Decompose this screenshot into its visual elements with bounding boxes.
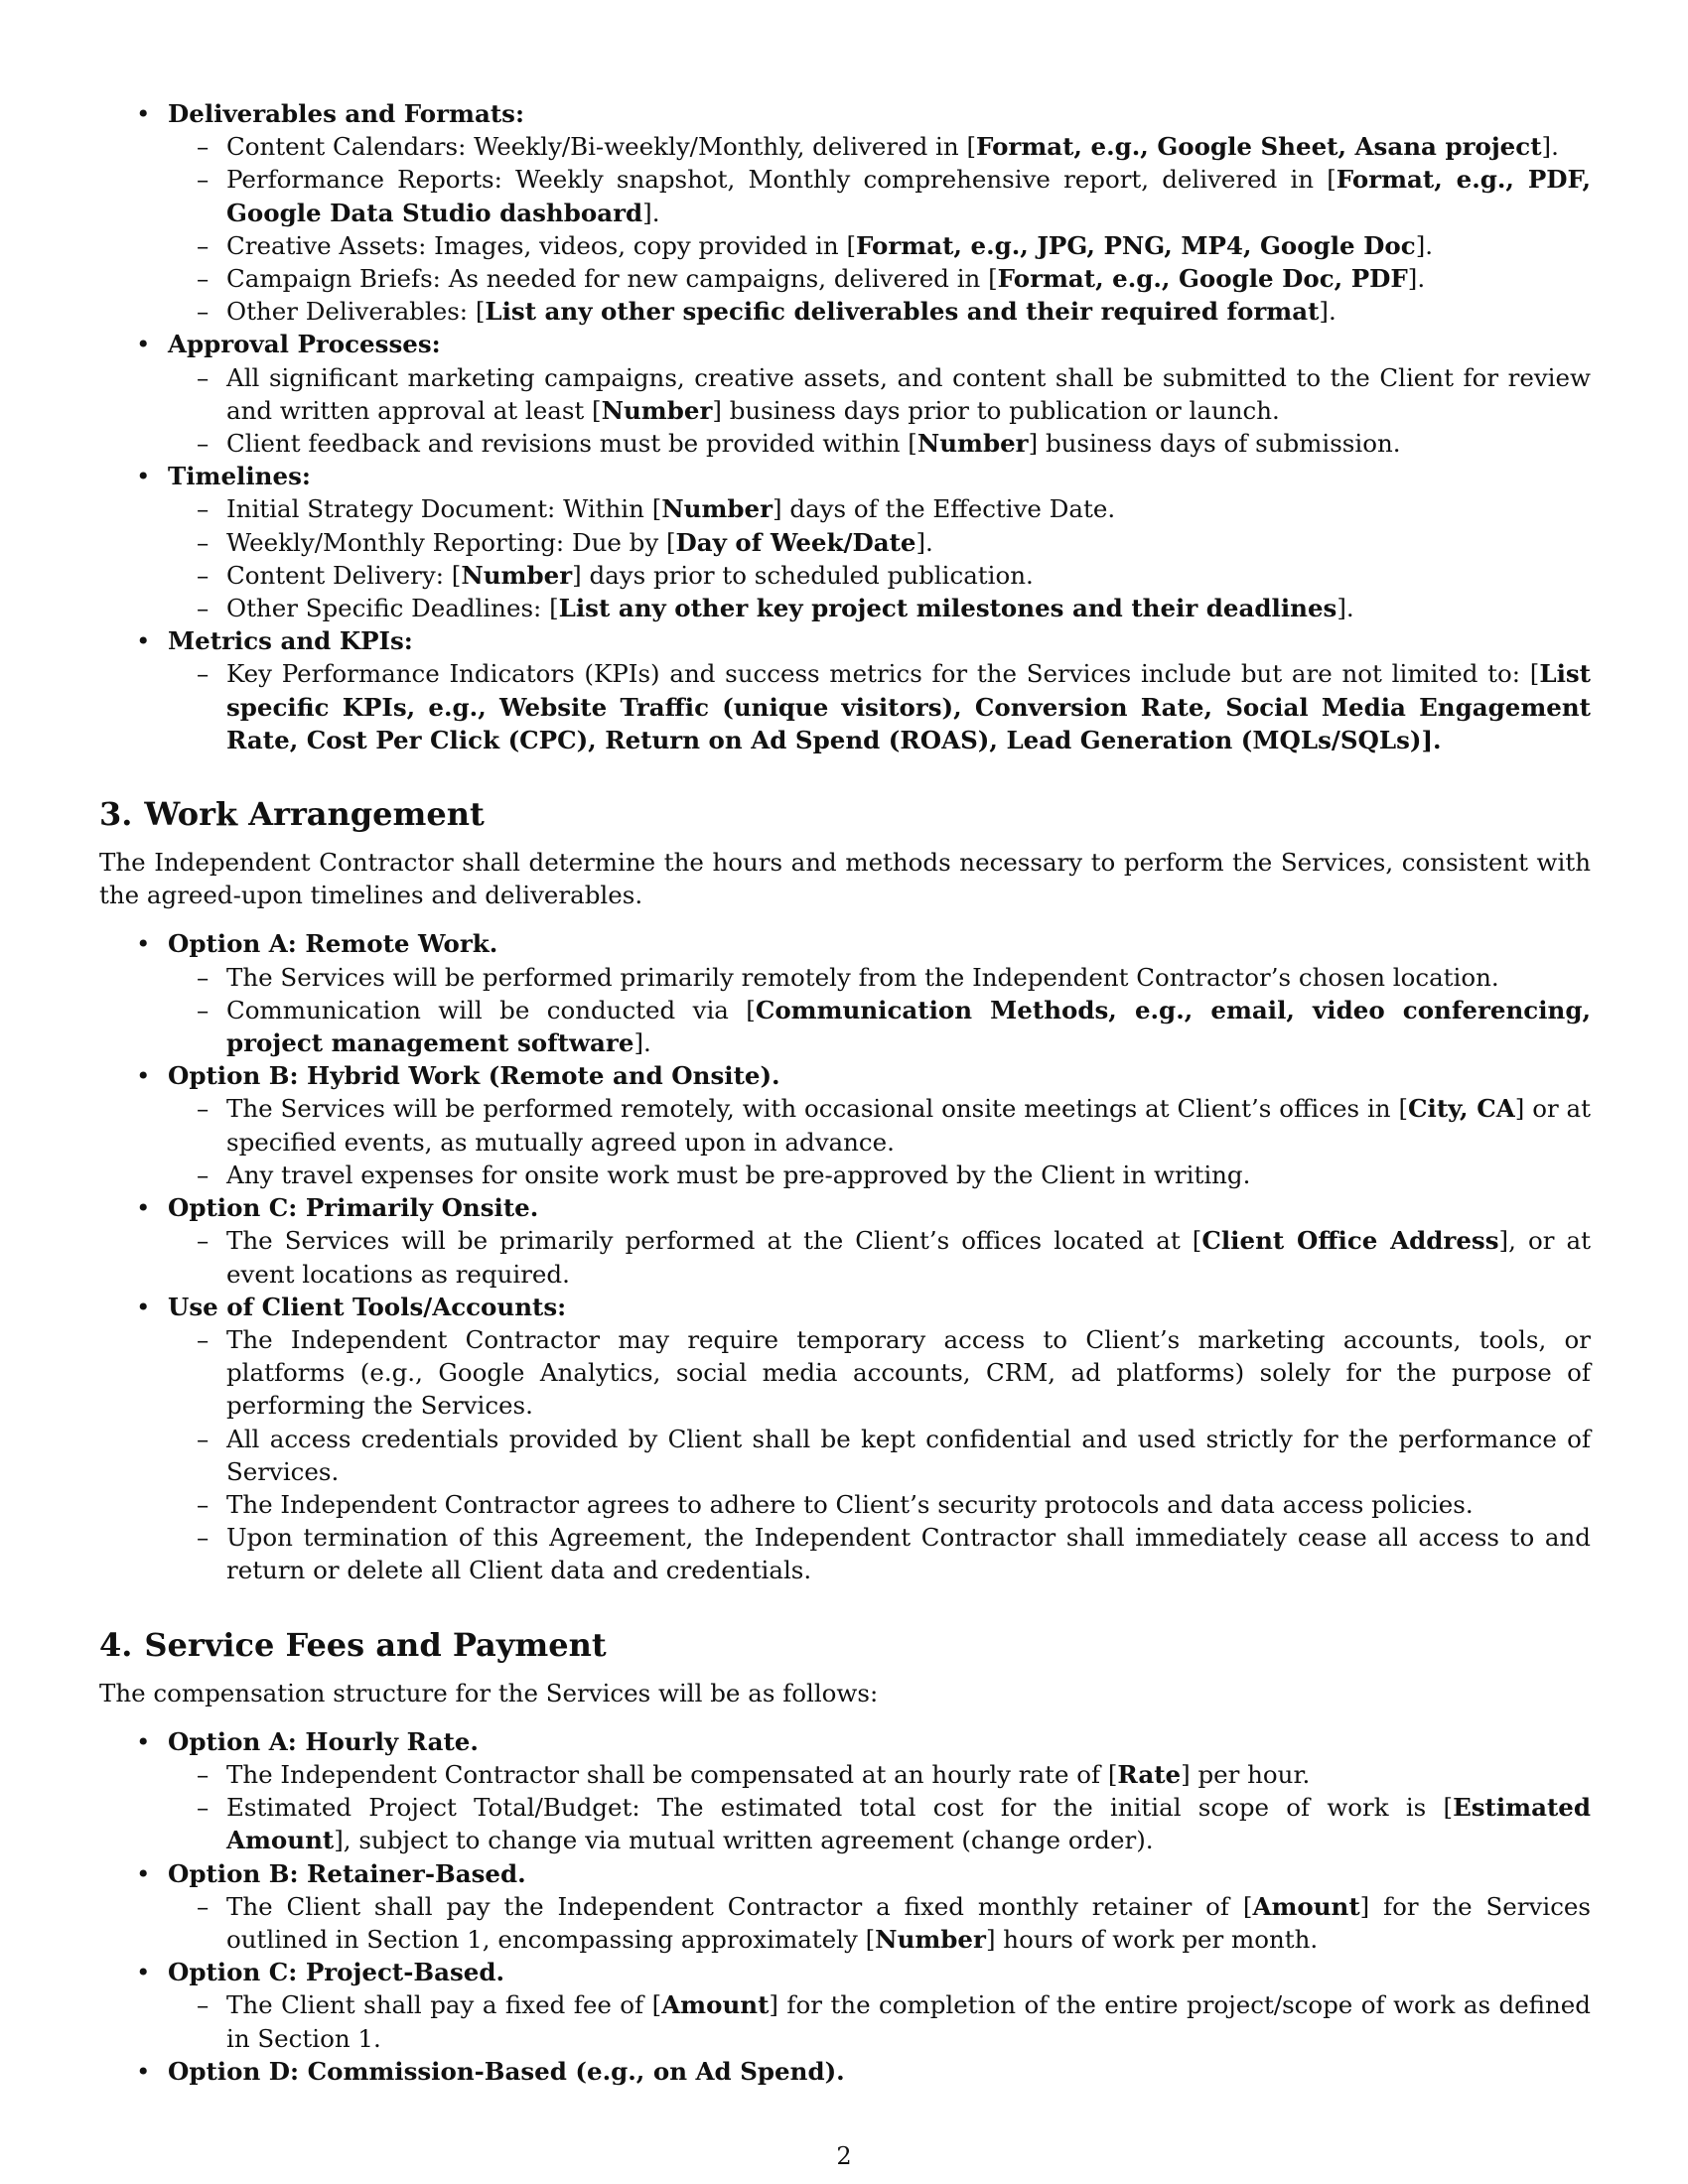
- section3-intro: The Independent Contractor shall determine the hours and methods necessary to perform the Services, consistent with the agreed-upon timelines and deliverables.: [99, 848, 1591, 910]
- section4-intro: The compensation structure for the Services will be as follows:: [99, 1678, 879, 1707]
- document-page: [99, 97, 1591, 2088]
- deliverables-header: Deliverables and Formats:: [168, 99, 525, 128]
- list-item: – The Services will be performed primarily remotely from the Independent Contractor’s chosen location.: [167, 961, 1591, 994]
- approval-header: Approval Processes:: [168, 330, 441, 359]
- approval-item: [99, 328, 1591, 460]
- option-b-item: • Option B: Retainer-Based. – The Client shall pay the Independent Contractor a fixed monthly retainer of [Amount] for the Services outlined in Section 1, encompassing approximately [Number] hours of work per month.: [99, 1857, 1591, 1957]
- list-item: – The Independent Contractor may require temporary access to Client’s marketing accounts, tools, or platforms (e.g., Google Analytics, social media accounts, CRM, ad platforms) solely for the purpose of performing the Services.: [167, 1323, 1591, 1423]
- list-item: – Content Delivery: [Number] days prior to scheduled publication.: [167, 559, 1591, 592]
- list-item: – Initial Strategy Document: Within [Number] days of the Effective Date.: [167, 492, 1591, 525]
- timelines-item: [99, 460, 1591, 624]
- list-item: – Any travel expenses for onsite work must be pre-approved by the Client in writing.: [167, 1159, 1591, 1191]
- option-c-item: • Option C: Primarily Onsite. – The Services will be primarily performed at the Client’s offices located at [Client Office Address], or at event locations as required.: [99, 1191, 1591, 1291]
- list-item: – Upon termination of this Agreement, the Independent Contractor shall immediately cease all access to and return or delete all Client data and credentials.: [167, 1521, 1591, 1586]
- option-a-item: • Option A: Hourly Rate. – The Independent Contractor shall be compensated at an hourly rate of [Rate] per hour. – Estimated Project Total/Budget: The estimated total cost for the initial scope of work is [Estimated Amount], subject to change via mutual written agreement (change order).: [99, 1725, 1591, 1857]
- list-item: – Creative Assets: Images, videos, copy provided in [Format, e.g., JPG, PNG, MP4, Google Doc].: [167, 229, 1591, 262]
- list-item: – Key Performance Indicators (KPIs) and success metrics for the Services include but are not limited to: [List specific KPIs, e.g., Website Traffic (unique visitors), Conversion Rate, Social Media Engagement Rate, Cost Per Click (CPC), Return on Ad Spend (ROAS), Lead Generation (MQLs/SQLs)].: [167, 657, 1591, 756]
- list-item: – The Client shall pay a fixed fee of [Amount] for the completion of the entire project/scope of work as defined in Section 1.: [167, 1988, 1591, 2054]
- list-item: – Client feedback and revisions must be provided within [Number] business days of submission.: [167, 427, 1591, 460]
- list-item: – All access credentials provided by Client shall be kept confidential and used strictly for the performance of Services.: [167, 1423, 1591, 1488]
- option-a-item: • Option A: Remote Work. – The Services will be performed primarily remotely from the Independent Contractor’s chosen location. – Communication will be conducted via [Communication Methods, e.g., email, video conferencing, project management software].: [99, 927, 1591, 1059]
- list-item: – Communication will be conducted via [Communication Methods, e.g., email, video conferencing, project management software].: [167, 994, 1591, 1059]
- section3-heading: 3. Work Arrangement: [99, 795, 485, 834]
- list-item: – Other Specific Deadlines: [List any other key project milestones and their deadlines].: [167, 592, 1591, 624]
- list-item: – The Client shall pay the Independent Contractor a fixed monthly retainer of [Amount] for the Services outlined in Section 1, encompassing approximately [Number] hours of work per month.: [167, 1890, 1591, 1956]
- option-c-item: • Option C: Project-Based. – The Client shall pay a fixed fee of [Amount] for the completion of the entire project/scope of work as defined in Section 1.: [99, 1956, 1591, 2055]
- list-item: – Estimated Project Total/Budget: The estimated total cost for the initial scope of work is [Estimated Amount], subject to change via mutual written agreement (change order).: [167, 1791, 1591, 1856]
- deliverables-item: [99, 97, 1591, 328]
- metrics-item: [99, 624, 1591, 756]
- list-item: – Weekly/Monthly Reporting: Due by [Day of Week/Date].: [167, 526, 1591, 559]
- list-item: – The Services will be primarily performed at the Client’s offices located at [Client Office Address], or at event locations as required.: [167, 1224, 1591, 1290]
- list-item: – All significant marketing campaigns, creative assets, and content shall be submitted to the Client for review and written approval at least [Number] business days prior to publication or launch.: [167, 361, 1591, 427]
- metrics-header: Metrics and KPIs:: [168, 626, 413, 656]
- option-d-item: • Option D: Commission-Based (e.g., on Ad Spend).: [99, 2055, 1591, 2088]
- list-item: – The Services will be performed remotely, with occasional onsite meetings at Client’s offices in [City, CA] or at specified events, as mutually agreed upon in advance.: [167, 1092, 1591, 1158]
- page-number: 2: [836, 2142, 852, 2170]
- list-item: – The Independent Contractor shall be compensated at an hourly rate of [Rate] per hour.: [167, 1758, 1591, 1791]
- option-b-item: • Option B: Hybrid Work (Remote and Onsite). – The Services will be performed remotely, with occasional onsite meetings at Client’s offices in [City, CA] or at specified events, as mutually agreed upon in advance. – Any travel expenses for onsite work must be pre-approved by the Client in writing.: [99, 1059, 1591, 1191]
- section2-continued-list: [99, 97, 1591, 756]
- section4-list: [99, 1725, 1591, 2088]
- list-item: – Content Calendars: Weekly/Bi-weekly/Monthly, delivered in [Format, e.g., Google Sheet, Asana project].: [167, 130, 1591, 163]
- list-item: – Performance Reports: Weekly snapshot, Monthly comprehensive report, delivered in [Format, e.g., PDF, Google Data Studio dashboard].: [167, 163, 1591, 228]
- list-item: – Campaign Briefs: As needed for new campaigns, delivered in [Format, e.g., Google Doc, PDF].: [167, 262, 1591, 295]
- list-item: – The Independent Contractor agrees to adhere to Client’s security protocols and data access policies.: [167, 1488, 1591, 1521]
- client-tools-item: • Use of Client Tools/Accounts: – The Independent Contractor may require temporary access to Client’s marketing accounts, tools, or platforms (e.g., Google Analytics, social media accounts, CRM, ad platforms) solely for the purpose of performing the Services. – All access credentials provided by Client shall be kept confidential and used strictly for the performance of Services. – The Independent Contractor agrees to adhere to Client’s security protocols and data access policies. – Upon termination of this Agreement, the Independent Contractor shall immediately cease all access to and return or delete all Client data and credentials.: [99, 1291, 1591, 1587]
- timelines-header: Timelines:: [168, 462, 311, 491]
- section4-heading: 4. Service Fees and Payment: [99, 1625, 607, 1664]
- list-item: – Other Deliverables: [List any other specific deliverables and their required format].: [167, 295, 1591, 328]
- section3-list: [99, 927, 1591, 1586]
